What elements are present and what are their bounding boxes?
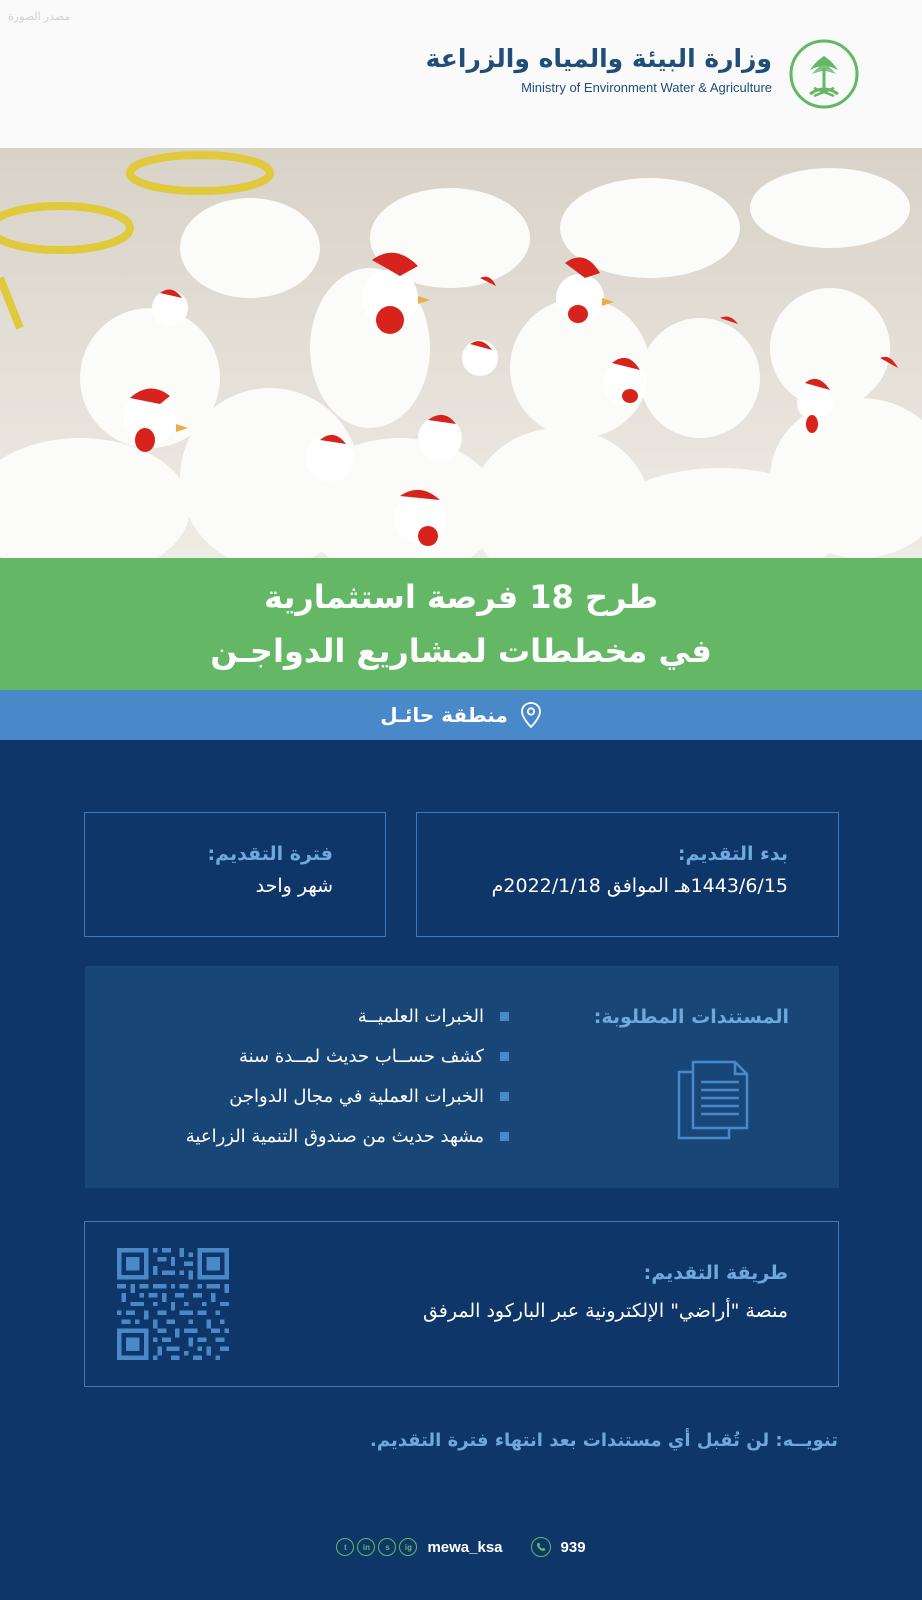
application-period-label: فترة التقديم: bbox=[207, 843, 333, 865]
documents-icon bbox=[675, 1058, 751, 1142]
instagram-icon[interactable]: ig bbox=[399, 1538, 417, 1556]
application-method-box bbox=[84, 1221, 839, 1387]
region-label: منطقة حائـل bbox=[380, 703, 508, 727]
qr-code-icon[interactable] bbox=[117, 1248, 229, 1360]
location-pin-icon bbox=[520, 701, 542, 729]
footer bbox=[0, 1532, 922, 1562]
twitter-icon[interactable]: t bbox=[336, 1538, 354, 1556]
social-icons bbox=[336, 1538, 417, 1556]
ministry-name-arabic: وزارة البيئة والمياه والزراعة bbox=[425, 44, 772, 73]
required-documents-label: المستندات المطلوبة: bbox=[593, 1006, 789, 1028]
list-item bbox=[186, 1116, 509, 1156]
snapchat-icon[interactable]: s bbox=[378, 1538, 396, 1556]
start-date-value: 1443/6/15هـ الموافق 2022/1/18م bbox=[491, 875, 788, 897]
document-text: الخبرات العملية في مجال الدواجن bbox=[229, 1085, 484, 1107]
poultry-farm-photo bbox=[0, 148, 922, 558]
list-item bbox=[186, 1036, 509, 1076]
bullet-icon bbox=[500, 1012, 509, 1021]
palm-tree-emblem-icon bbox=[788, 38, 860, 110]
document-text: كشف حســاب حديث لمــدة سنة bbox=[238, 1045, 484, 1067]
bullet-icon bbox=[500, 1132, 509, 1141]
application-period-box bbox=[84, 812, 386, 937]
notice-text: تنويــه: لن تُقبل أي مستندات بعد انتهاء فترة التقديم. bbox=[370, 1430, 838, 1451]
phone-number[interactable]: 939 bbox=[560, 1538, 586, 1556]
required-documents-panel bbox=[85, 966, 839, 1188]
document-text: الخبرات العلميــة bbox=[357, 1005, 484, 1027]
header bbox=[0, 0, 922, 148]
phone-icon bbox=[531, 1537, 551, 1557]
ministry-name-english: Ministry of Environment Water & Agriculture bbox=[521, 80, 772, 95]
start-date-label: بدء التقديم: bbox=[677, 843, 788, 865]
application-method-value: منصة "أراضي" الإلكترونية عبر الباركود المرفق bbox=[422, 1300, 788, 1322]
region-band bbox=[0, 690, 922, 740]
application-method-label: طريقة التقديم: bbox=[643, 1262, 788, 1284]
list-item bbox=[186, 996, 509, 1036]
start-date-box bbox=[416, 812, 839, 937]
required-documents-list bbox=[186, 996, 509, 1156]
application-period-value: شهر واحد bbox=[255, 875, 333, 897]
bullet-icon bbox=[500, 1092, 509, 1101]
list-item bbox=[186, 1076, 509, 1116]
title-line-1: طرح 18 فرصة استثمارية bbox=[263, 578, 659, 616]
watermark: مصدر الصورة bbox=[8, 11, 71, 23]
title-line-2: في مخططات لمشاريع الدواجـن bbox=[210, 632, 712, 670]
document-text: مشهد حديث من صندوق التنمية الزراعية bbox=[185, 1125, 484, 1147]
linkedin-icon[interactable]: in bbox=[357, 1538, 375, 1556]
bullet-icon bbox=[500, 1052, 509, 1061]
title-band bbox=[0, 558, 922, 690]
social-handle[interactable]: mewa_ksa bbox=[427, 1538, 503, 1556]
